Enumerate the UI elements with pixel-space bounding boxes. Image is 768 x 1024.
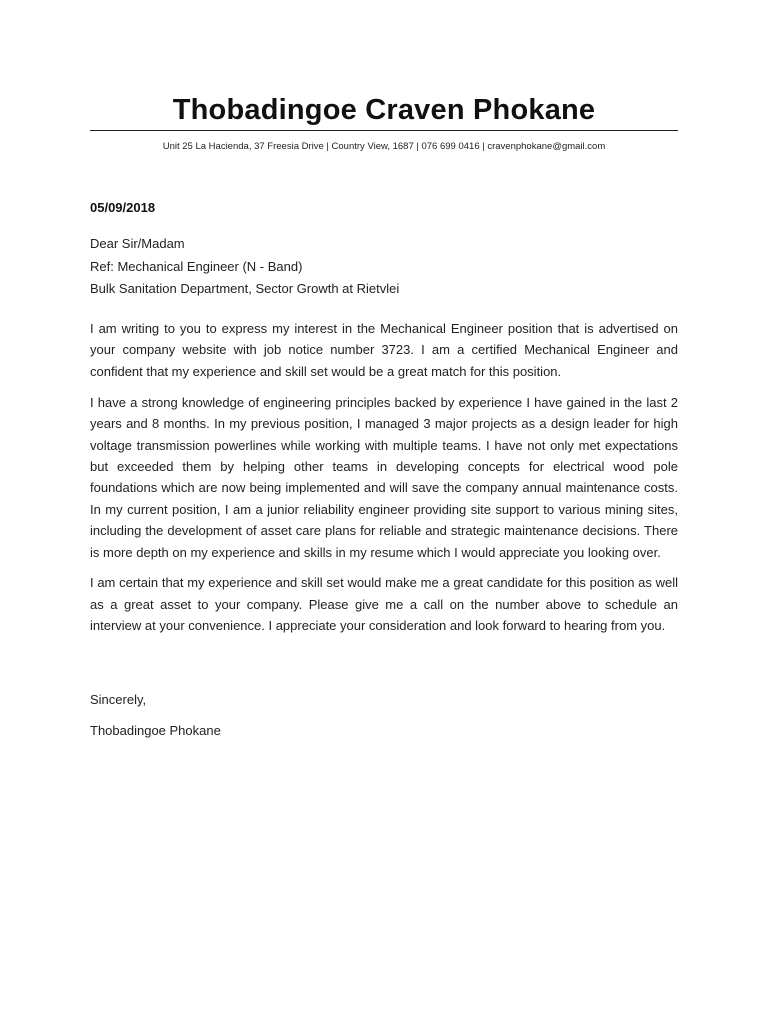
paragraph-experience: I have a strong knowledge of engineering principles backed by experience I have gained in the last 2 years and 8 months. In my previous position, I managed 3 major projects as a design leader for high voltage transmission powerlines while working with multiple teams. I have not only met expectations but exceeded them by helping other teams in developing concepts for electrical wood pole foundations which are now being implemented and will save the company annual maintenance costs. In my current position, I am a junior reliability engineer providing site support to various mining sites, including the development of asset care plans for reliable and strategic maintenance decisions. There is more depth on my experience and skills in my resume which I would appreciate you looking over. (90, 394, 678, 560)
signature-name: Thobadingoe Phokane (90, 723, 221, 738)
paragraph-closing: I am certain that my experience and skill set would make me a great candidate for this position as well as a great asset to your company. Please give me a call on the number above to schedule an interview at your convenience. I appreciate your consideration and look forward to hearing from you. (90, 575, 678, 634)
contact-info: Unit 25 La Hacienda, 37 Freesia Drive | Country View, 1687 | 076 699 0416 | cravenphokane@gmail.com (162, 141, 606, 152)
letter-date: 05/09/2018 (90, 200, 156, 215)
reference-line: Ref: Mechanical Engineer (N - Band) (90, 258, 303, 274)
department-line: Bulk Sanitation Department, Sector Growth at Rietvlei (90, 281, 400, 296)
closing-phrase: Sincerely, (90, 692, 147, 707)
paragraph-intro: I am writing to you to express my interest in the Mechanical Engineer position that is advertised on your company website with job notice number 3723. I am a certified Mechanical Engineer and confident that my experience and skill set would be a great match for this position. (90, 321, 678, 379)
header-divider (90, 130, 678, 131)
applicant-name: Thobadingoe Craven Phokane (172, 94, 596, 126)
salutation: Dear Sir/Madam (90, 236, 185, 251)
letter-body (90, 318, 678, 646)
address-block (90, 233, 678, 301)
